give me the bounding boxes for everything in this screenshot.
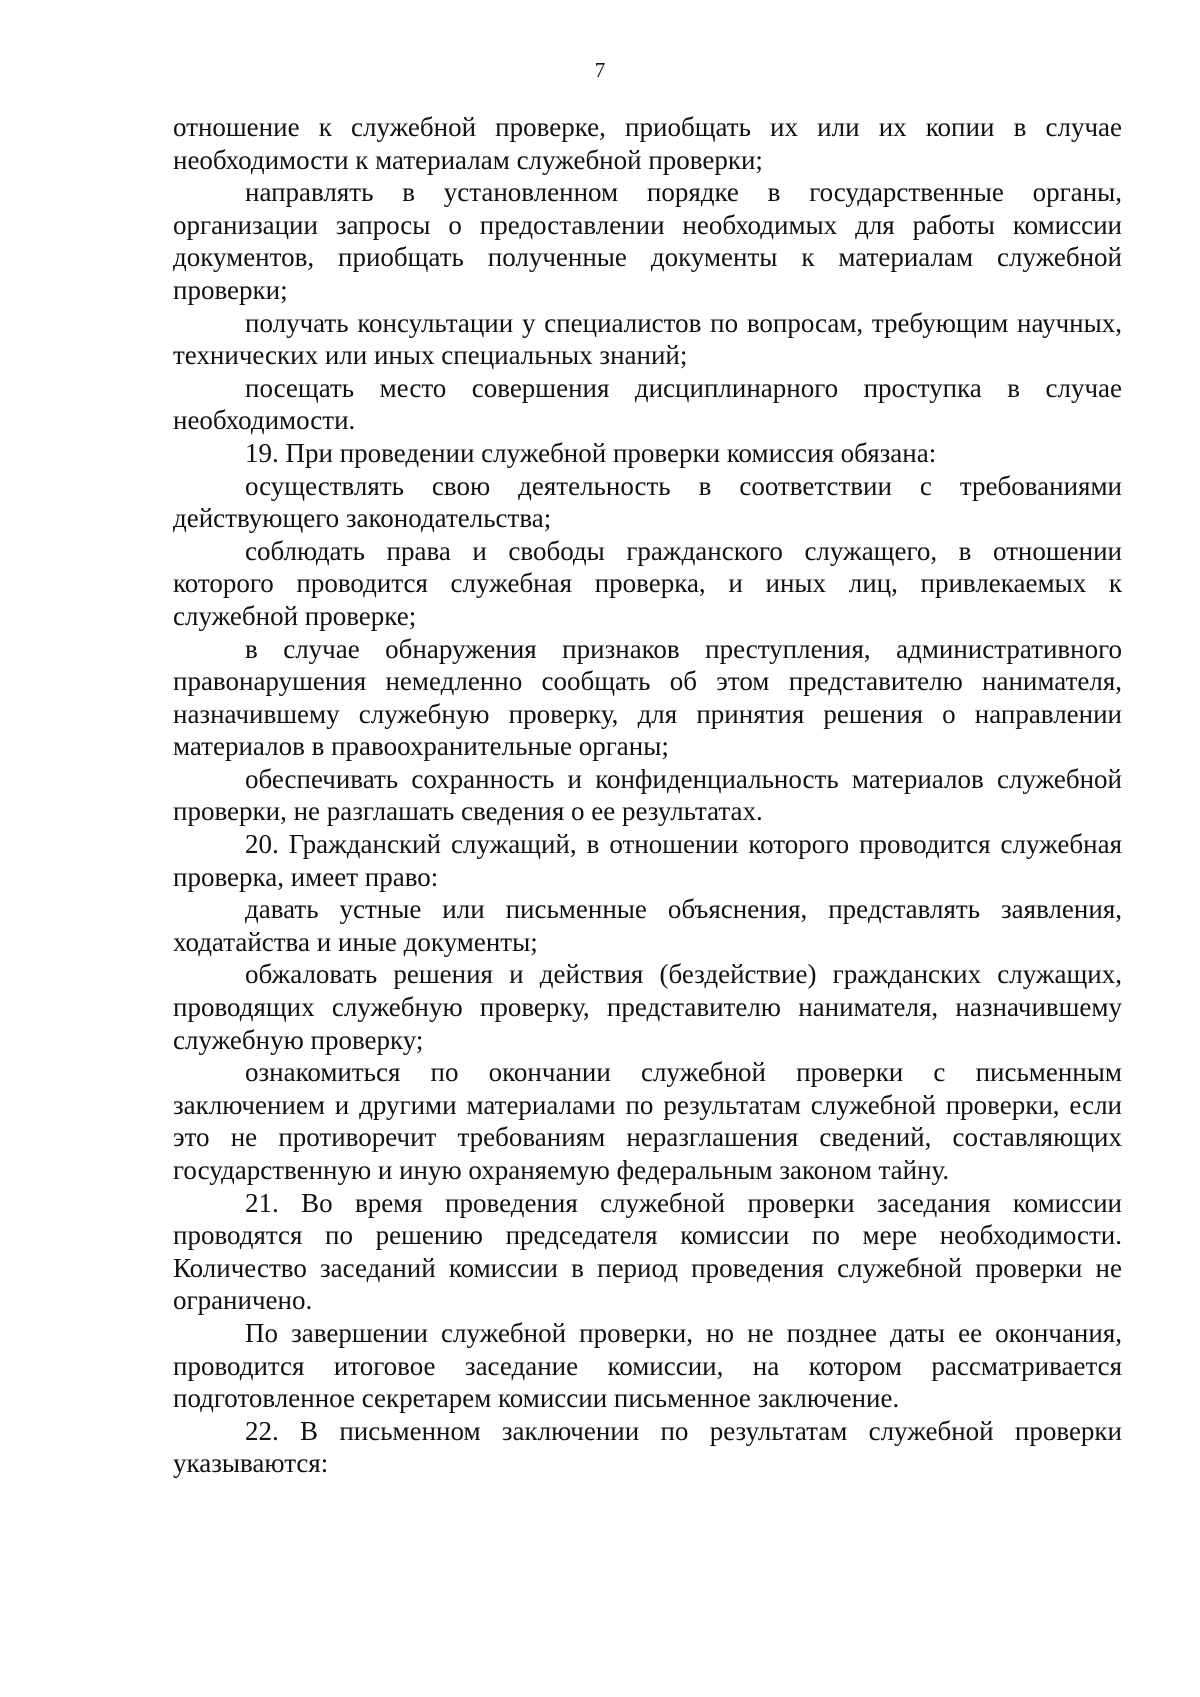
paragraph: 20. Гражданский служащий, в отношении которого проводится служебная проверка, имеет право: xyxy=(173,829,1122,892)
paragraph: 22. В письменном заключении по результатам служебной проверки указываются: xyxy=(173,1415,1122,1479)
paragraph: обеспечивать сохранность и конфиденциальность материалов служебной проверки, не разглашать сведения о ее результатах. xyxy=(173,763,1122,827)
paragraph: отношение к служебной проверке, приобщать их или их копии в случае необходимости к материалам служебной проверки; xyxy=(173,112,1122,175)
page-number: 7 xyxy=(594,58,606,82)
paragraph: По завершении служебной проверки, но не позднее даты ее окончания, проводится итоговое заседание комиссии, на котором рассматривается подготовленное секретарем комиссии письменное заключение. xyxy=(173,1317,1122,1414)
paragraph: посещать место совершения дисциплинарного проступка в случае необходимости. xyxy=(173,372,1122,436)
paragraph: 21. Во время проведения служебной проверки заседания комиссии проводятся по решению председателя комиссии по мере необходимости. Количество заседаний комиссии в период проведения служебной проверки не ограничено. xyxy=(173,1187,1122,1316)
paragraph: осуществлять свою деятельность в соответствии с требованиями действующего законодательства; xyxy=(173,470,1122,534)
paragraph: направлять в установленном порядке в государственные органы, организации запросы о предоставлении необходимых для работы комиссии документов, приобщать полученные документы к материалам служебной проверки; xyxy=(173,177,1122,305)
paragraph: обжаловать решения и действия (бездействие) гражданских служащих, проводящих служебную проверку, представителю нанимателя, назначившему служебную проверку; xyxy=(173,959,1122,1055)
paragraph: 19. При проведении служебной проверки комиссия обязана: xyxy=(245,437,937,468)
paragraph: давать устные или письменные объяснения, представлять заявления, ходатайства и иные документы; xyxy=(173,894,1122,957)
paragraph: соблюдать права и свободы гражданского служащего, в отношении которого проводится служебная проверка, и иных лиц, привлекаемых к служебной проверке; xyxy=(173,535,1122,631)
paragraph: получать консультации у специалистов по вопросам, требующим научных, технических или иных специальных знаний; xyxy=(173,307,1122,371)
document-body xyxy=(173,111,1122,1480)
paragraph: в случае обнаружения признаков преступления, административного правонарушения немедленно сообщать об этом представителю нанимателя, назначившему служебную проверку, для принятия решения о направлении материалов в правоохранительные органы; xyxy=(173,633,1122,762)
paragraph: ознакомиться по окончании служебной проверки с письменным заключением и другими материалами по результатам служебной проверки, если это не противоречит требованиям неразглашения сведений, составляющих государственную и иную охраняемую федеральным законом тайну. xyxy=(173,1057,1122,1185)
